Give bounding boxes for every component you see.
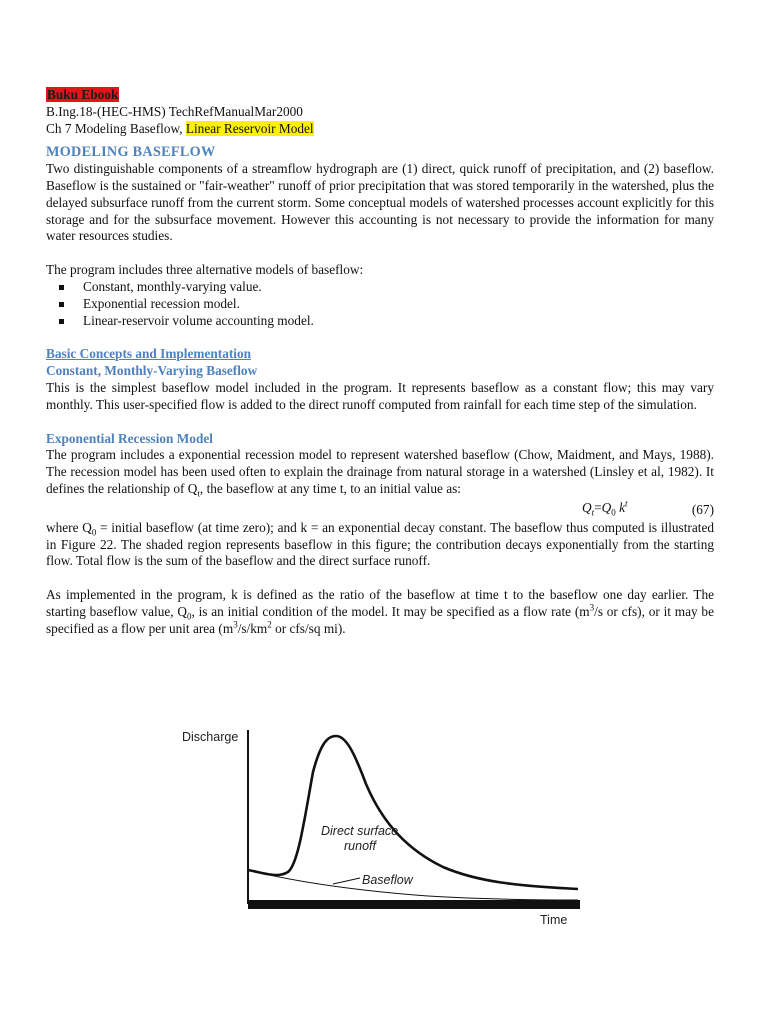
equation-67 [46,498,714,520]
chapter-line: Ch 7 Modeling Baseflow, Linear Reservoir Model [46,120,314,136]
ebook-tag: Buku Ebook [47,87,119,102]
list-item: Linear-reservoir volume accounting model. [46,313,714,330]
direct-runoff-curve [248,736,578,889]
figure-22-hydrograph [178,722,598,932]
list-item: Exponential recession model. [46,296,714,313]
exponential-paragraph: The program includes a exponential recession model to represent watershed baseflow (Chow, Maidment, and Mays, 1988). The recession model has been used often to explain the drainage from natural storage in a watershed (Linsley et al, 1982). It defines the relationship of $Q_t$, the baseflow at any time t, to an initial value as: [46,447,714,499]
x-axis-label: Time [540,913,568,927]
chapter-highlight: Linear Reservoir Model [185,120,314,136]
header-tag-line [46,87,714,104]
section-title-modeling-baseflow: MODELING BASEFLOW [46,144,216,161]
implementation-paragraph: As implemented in the program, k is defined as the ratio of the baseflow at time t to the baseflow one day earlier. The starting baseflow value, $Q_0$, is an initial condition of the model. It may be specified as a flow rate ($m^3/s$ or cfs), or it may be specified as a flow per unit area ($m^3/s/km^2$ or cfs/sq mi). [46,587,714,636]
models-intro: The program includes three alternative models of baseflow: [46,262,364,278]
y-axis-label: Discharge [182,730,239,744]
equation-expression: $Q_t=Q_0$ $k^t$ [582,498,628,518]
document-body [46,87,714,638]
runoff-label-2: runoff [344,839,376,853]
runoff-label-1: Direct surface [321,824,399,838]
baseflow-label: Baseflow [362,873,413,887]
constant-paragraph: This is the simplest baseflow model included in the program. It represents baseflow as a constant flow; this may vary monthly. This user-specified flow is added to the direct runoff computed from rainfall for each time step of the simulation. [46,379,714,412]
subsection-title-constant: Constant, Monthly-Varying Baseflow [46,363,258,379]
x-axis-bar [248,900,580,909]
models-list [46,279,714,329]
subsection-title-exponential: Exponential Recession Model [46,430,213,446]
source-line: B.Ing.18-(HEC-HMS) TechRefManualMar2000 [46,103,303,119]
decay-paragraph: where $Q_0$ = initial baseflow (at time zero); and k = an exponential decay constant. The baseflow thus computed is illustrated in Figure 22. The shaded region represents baseflow in this figure; the contribution decays exponentially from the starting flow. Total flow is the sum of the baseflow and the direct surface runoff. [46,519,714,569]
intro-paragraph: Two distinguishable components of a streamflow hydrograph are (1) direct, quick runoff of precipitation, and (2) baseflow. Baseflow is the sustained or "fair-weather" runoff of prior precipitation that was stored temporarily in the watershed, plus the delayed subsurface runoff from the current storm. Some conceptual models of watershed processes account explicitly for this storage and for the subsurface movement. However this accounting is not necessary to provide the information for many water resources studies. [46,161,714,244]
list-item: Constant, monthly-varying value. [46,279,714,296]
section-title-basic-concepts: Basic Concepts and Implementation [46,346,252,362]
baseflow-leader [333,878,360,884]
equation-number: (67) [691,501,714,517]
hydrograph-svg [178,722,598,932]
